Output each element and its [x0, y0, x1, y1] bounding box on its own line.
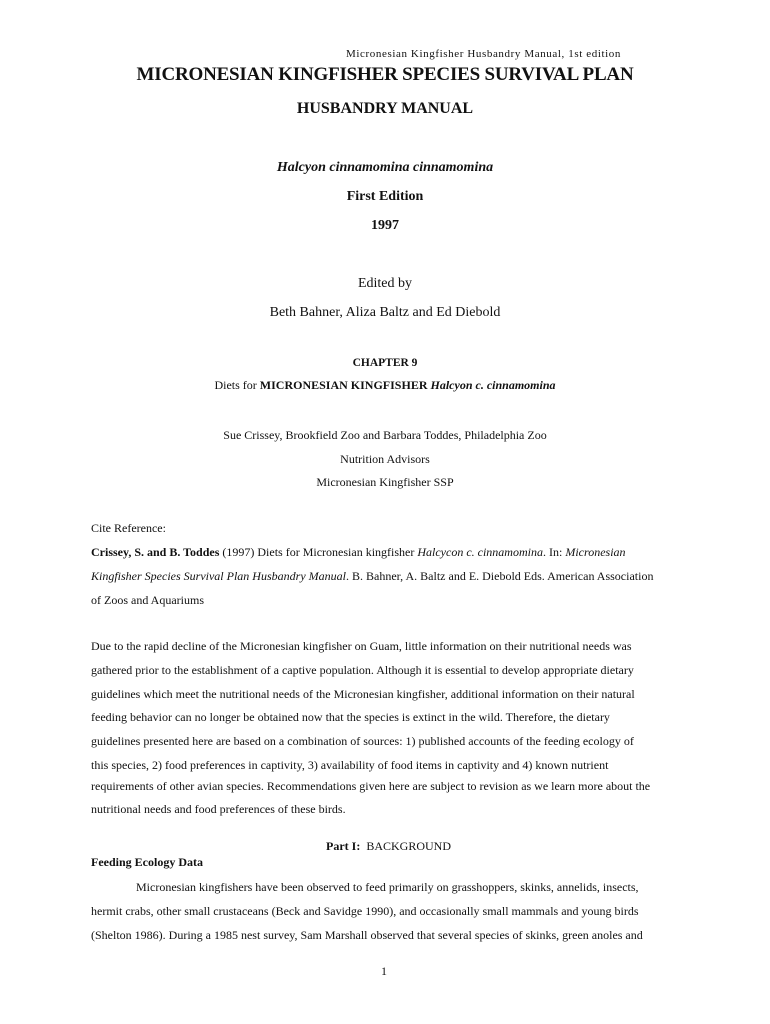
citation-species: Halcycon c. cinnamomina — [417, 545, 543, 559]
edited-by-label: Edited by — [357, 276, 413, 291]
edition-label: First Edition — [346, 189, 424, 204]
citation-text-1: (1997) Diets for Micronesian kingfisher — [219, 545, 418, 559]
intro-line: gathered prior to the establishment of a captive population. Although it is essential to develop appropriate dietary — [91, 663, 634, 677]
species-name: Halcyon cinnamomina cinnamomina — [276, 160, 494, 175]
chapter-title-species: Halcyon c. cinnamomina — [430, 378, 556, 392]
intro-line: nutritional needs and food preferences of these birds. — [91, 802, 346, 816]
ecology-line: Micronesian kingfishers have been observed to feed primarily on grasshoppers, skinks, annelids, insects, — [136, 880, 639, 894]
section-heading: Feeding Ecology Data — [91, 855, 203, 869]
chapter-title-bold: MICRONESIAN KINGFISHER — [259, 378, 428, 392]
cite-label: Cite Reference: — [91, 521, 166, 535]
intro-line: guidelines presented here are based on a combination of sources: 1) published accounts of the feeding ecology of — [91, 734, 634, 748]
intro-line: feeding behavior can no longer be obtained now that the species is extinct in the wild. Therefore, the dietary — [91, 710, 610, 724]
ecology-line: (Shelton 1986). During a 1985 nest survey, Sam Marshall observed that several species of skinks, green anoles and — [91, 928, 643, 942]
intro-line: this species, 2) food preferences in captivity, 3) availability of food items in captivity and 4) known nutrient — [91, 758, 609, 772]
intro-line: guidelines which meet the nutritional needs of the Micronesian kingfisher, additional information on their natural — [91, 687, 635, 701]
chapter-authors: Sue Crissey, Brookfield Zoo and Barbara Toddes, Philadelphia Zoo — [223, 428, 547, 442]
chapter-title-prefix: Diets for — [214, 378, 260, 392]
part-label: Part I: — [326, 839, 361, 853]
citation-line-3: of Zoos and Aquariums — [91, 593, 204, 607]
citation-line-1 — [91, 545, 626, 560]
editors-list: Beth Bahner, Aliza Baltz and Ed Diebold — [269, 305, 501, 320]
document-title: MICRONESIAN KINGFISHER SPECIES SURVIVAL PLAN — [136, 64, 634, 85]
publication-year: 1997 — [371, 218, 399, 233]
citation-book-1: Micronesian — [565, 545, 626, 559]
intro-line: Due to the rapid decline of the Micronesian kingfisher on Guam, little information on their nutritional needs was — [91, 639, 632, 653]
document-subtitle: HUSBANDRY MANUAL — [296, 100, 474, 117]
citation-line-2 — [91, 569, 653, 584]
part-heading — [326, 839, 451, 854]
page-number: 1 — [381, 964, 387, 978]
intro-line: requirements of other avian species. Recommendations given here are subject to revision as we learn more about the — [91, 779, 651, 793]
chapter-title — [0, 378, 770, 393]
running-header: Micronesian Kingfisher Husbandry Manual, 1st edition — [346, 48, 621, 60]
citation-authors: Crissey, S. and B. Toddes — [91, 545, 220, 559]
chapter-number: CHAPTER 9 — [352, 357, 418, 369]
citation-text-2: . In: — [542, 545, 566, 559]
chapter-program: Micronesian Kingfisher SSP — [316, 475, 454, 489]
chapter-role: Nutrition Advisors — [340, 452, 430, 466]
part-title: BACKGROUND — [366, 839, 452, 853]
ecology-line: hermit crabs, other small crustaceans (Beck and Savidge 1990), and occasionally small mammals and young birds — [91, 904, 639, 918]
citation-text-3: . B. Bahner, A. Baltz and E. Diebold Eds. American Association — [345, 569, 654, 583]
citation-book-2: Kingfisher Species Survival Plan Husbandry Manual — [91, 569, 346, 583]
